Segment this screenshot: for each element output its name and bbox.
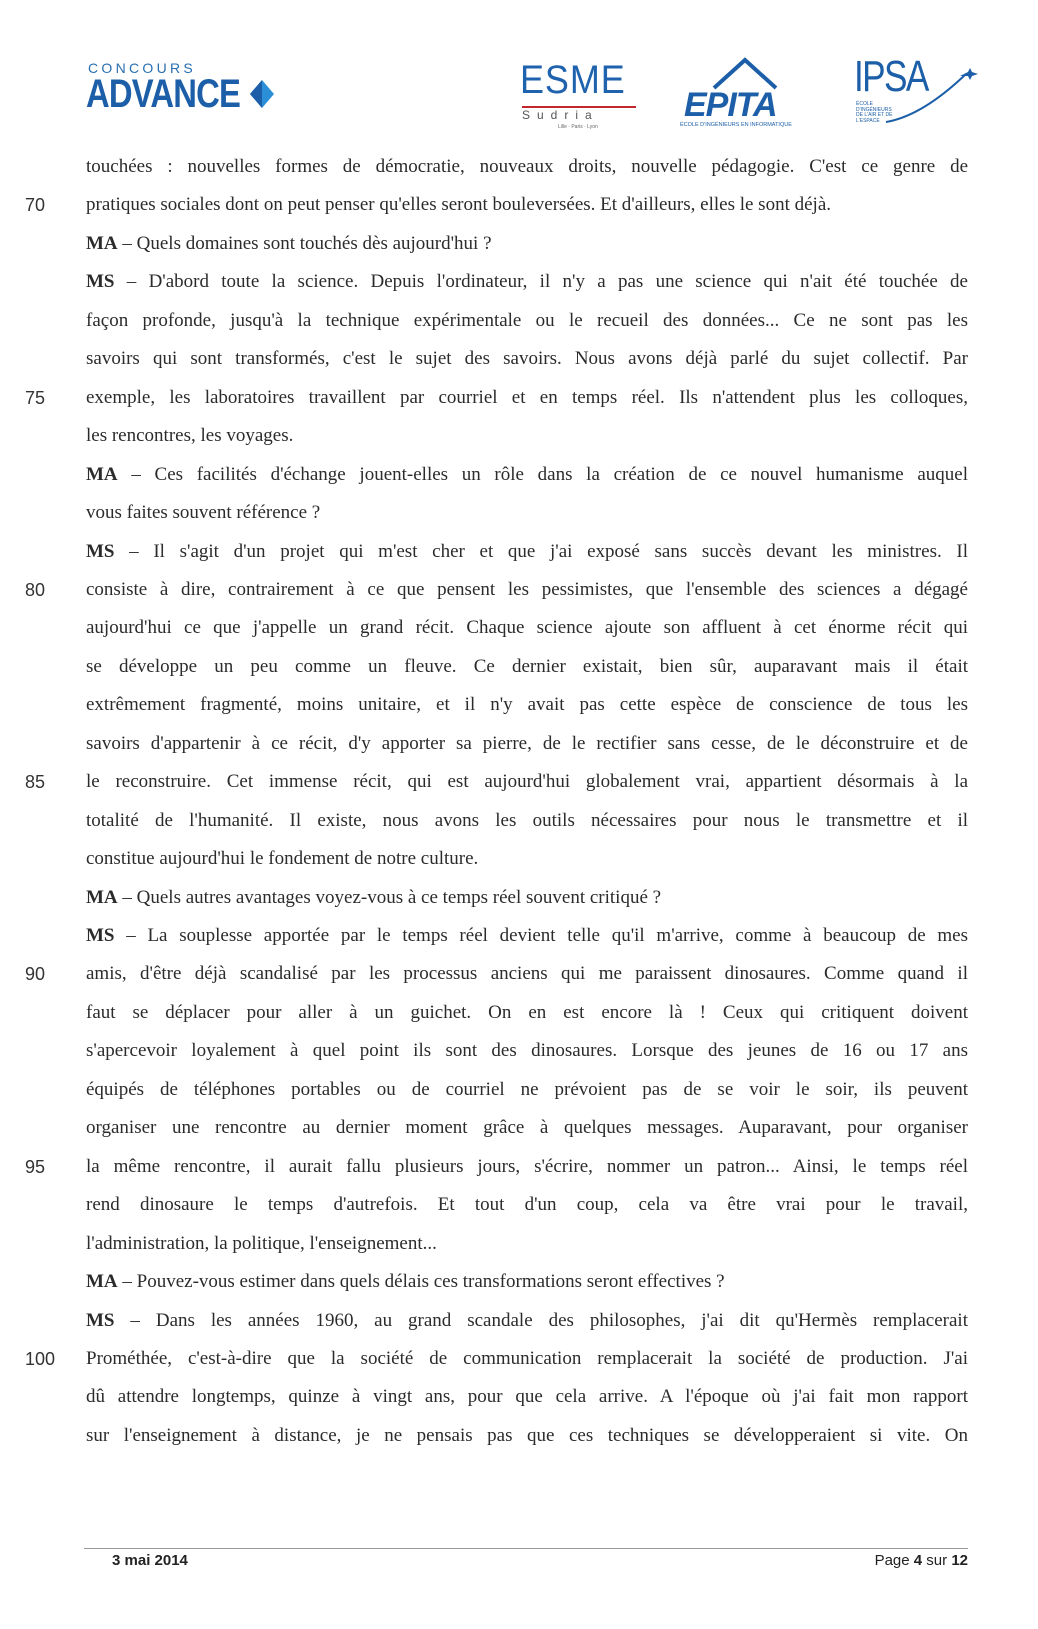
line-text: le reconstruire. Cet immense récit, qui est aujourd'hui globalement vrai, appartient désormais à la (86, 771, 968, 792)
text-line (86, 421, 968, 451)
dialogue-line (86, 460, 968, 490)
speaker-label: MS (86, 271, 115, 292)
line-text: – Quels autres avantages voyez-vous à ce temps réel souvent critiqué ? (117, 887, 662, 908)
line-number: 80 (25, 580, 46, 600)
text-line (86, 1382, 968, 1412)
line-text: consiste à dire, contrairement à ce que pensent les pessimistes, que l'ensemble des sciences a dégagé (86, 579, 968, 600)
logo-ipsa-sub-text: ÉCOLE D'INGÉNIEURS DE L'AIR ET DE L'ESPACE (856, 101, 893, 124)
text-line (86, 575, 968, 605)
line-number: 70 (25, 195, 46, 215)
line-text: faut se déplacer pour aller à un guichet. On en est encore là ! Ceux qui critiquent doivent (86, 1002, 968, 1023)
footer-page-total: 12 (951, 1552, 968, 1569)
line-number: 95 (25, 1157, 46, 1177)
text-line (86, 959, 968, 989)
speaker-label: MA (86, 233, 118, 254)
speaker-label: MS (86, 925, 115, 946)
text-line (86, 844, 968, 874)
line-text: se développe un peu comme un fleuve. Ce dernier existait, bien sûr, auparavant mais il était (86, 656, 968, 677)
text-line (86, 998, 968, 1028)
footer-page-middle: sur (922, 1552, 952, 1569)
logo-ipsa-text: IPSA (854, 52, 928, 101)
line-text: savoirs qui sont transformés, c'est le sujet des savoirs. Nous avons déjà parlé du sujet collectif. Par (86, 348, 968, 369)
ipsa-swoosh-icon (882, 64, 982, 124)
line-text: l'administration, la politique, l'enseignement... (86, 1233, 437, 1254)
text-line (86, 306, 968, 336)
text-line (86, 383, 968, 413)
dialogue-line (86, 229, 968, 259)
speaker-label: MS (86, 541, 115, 562)
text-line (86, 1190, 968, 1220)
speaker-label: MA (86, 464, 118, 485)
text-line (86, 806, 968, 836)
esme-sudria-logo (520, 58, 650, 128)
line-text: totalité de l'humanité. Il existe, nous avons les outils nécessaires pour nous le transmettre et il (86, 810, 968, 831)
logo-esme-sub-text: Sudria (522, 108, 599, 122)
line-text: dû attendre longtemps, quinze à vingt ans, pour que cela arrive. A l'époque où j'ai fait mon rapport (86, 1386, 968, 1407)
line-text: s'apercevoir loyalement à quel point ils sont des dinosaures. Lorsque des jeunes de 16 ou 17 ans (86, 1040, 968, 1061)
text-line (86, 498, 968, 528)
dialogue-line (86, 1267, 968, 1297)
line-number: 90 (25, 964, 46, 984)
footer-divider (84, 1548, 968, 1549)
epita-logo (680, 56, 810, 132)
line-text: aujourd'hui ce que j'appelle un grand récit. Chaque science ajoute son affluent à cet énorme récit qui (86, 617, 968, 638)
epita-roof-icon (710, 56, 780, 90)
logo-advance-big-text: ADVANCE (86, 72, 241, 116)
dialogue-line (86, 921, 968, 951)
logo-epita-text: EPITA (684, 86, 777, 124)
line-text: rend dinosaure le temps d'autrefois. Et tout d'un coup, cela va être vrai pour le travail, (86, 1194, 968, 1215)
line-text: savoirs d'appartenir à ce récit, d'y apporter sa pierre, de le rectifier sans cesse, de le déconstruire et de (86, 733, 968, 754)
text-line (86, 690, 968, 720)
text-line (86, 1036, 968, 1066)
line-text: façon profonde, jusqu'à la technique expérimentale ou le recueil des données... Ce ne sont pas les (86, 310, 968, 331)
text-line (86, 1075, 968, 1105)
text-line (86, 190, 968, 220)
line-number: 75 (25, 388, 46, 408)
speaker-label: MA (86, 887, 118, 908)
text-line (86, 152, 968, 182)
line-text: – Pouvez-vous estimer dans quels délais ces transformations seront effectives ? (117, 1271, 725, 1292)
line-text: – Quels domaines sont touchés dès aujourd'hui ? (117, 233, 492, 254)
dialogue-line (86, 537, 968, 567)
text-line (86, 1344, 968, 1374)
concours-advance-logo (86, 60, 276, 122)
line-text: amis, d'être déjà scandalisé par les processus anciens qui me paraissent dinosaures. Comme quand il (86, 963, 968, 984)
footer-page-number (875, 1552, 968, 1569)
line-text: exemple, les laboratoires travaillent par courriel et en temps réel. Ils n'attendent plus les colloques, (86, 387, 968, 408)
line-text: – Ces facilités d'échange jouent-elles un rôle dans la création de ce nouvel humanisme auquel (117, 464, 968, 485)
ipsa-logo (852, 50, 982, 134)
text-line (86, 767, 968, 797)
line-text: la même rencontre, il aurait fallu plusieurs jours, s'écrire, nommer un patron... Ainsi, le temps réel (86, 1156, 968, 1177)
speaker-label: MS (86, 1310, 115, 1331)
text-line (86, 729, 968, 759)
footer-date: 3 mai 2014 (112, 1552, 188, 1569)
text-line (86, 1421, 968, 1451)
text-line (86, 652, 968, 682)
line-text: touchées : nouvelles formes de démocratie, nouveaux droits, nouvelle pédagogie. C'est ce genre de (86, 156, 968, 177)
logo-esme-text: ESME (520, 58, 626, 102)
line-text: les rencontres, les voyages. (86, 425, 294, 446)
line-text: constitue aujourd'hui le fondement de notre culture. (86, 848, 479, 869)
line-text: équipés de téléphones portables ou de courriel ne prévoient pas de se voir le soir, ils peuvent (86, 1079, 968, 1100)
text-line (86, 344, 968, 374)
line-text: organiser une rencontre au dernier moment grâce à quelques messages. Auparavant, pour organiser (86, 1117, 968, 1138)
footer-page-current: 4 (913, 1552, 923, 1569)
speaker-label: MA (86, 1271, 118, 1292)
advance-diamond-icon (246, 74, 276, 114)
line-text: pratiques sociales dont on peut penser qu'elles seront bouleversées. Et d'ailleurs, elles le sont déjà. (86, 194, 831, 215)
line-text: – D'abord toute la science. Depuis l'ordinateur, il n'y a pas une science qui n'ait été touchée de (114, 271, 968, 292)
text-line (86, 1152, 968, 1182)
dialogue-line (86, 883, 968, 913)
dialogue-line (86, 1306, 968, 1336)
line-text: – La souplesse apportée par le temps réel devient telle qu'il m'arrive, comme à beaucoup de mes (114, 925, 968, 946)
line-number: 100 (25, 1349, 56, 1369)
logo-esme-cities: Lille · Paris · Lyon (558, 124, 598, 130)
line-text: – Il s'agit d'un projet qui m'est cher et que j'ai exposé sans succès devant les ministres. Il (114, 541, 968, 562)
logo-advance-small-text: CONCOURS (88, 60, 197, 76)
page-header (0, 0, 1038, 150)
line-text: vous faites souvent référence ? (86, 502, 321, 523)
line-number: 85 (25, 772, 46, 792)
text-line (86, 1113, 968, 1143)
line-text: extrêmement fragmenté, moins unitaire, et il n'y avait pas cette espèce de conscience de tous les (86, 694, 968, 715)
dialogue-line (86, 267, 968, 297)
text-line (86, 613, 968, 643)
footer-page-prefix: Page (874, 1552, 914, 1569)
line-text: sur l'enseignement à distance, je ne pensais pas que ces techniques se développeraient si vite. On (86, 1425, 968, 1446)
line-text: – Dans les années 1960, au grand scandale des philosophes, j'ai dit qu'Hermès remplacerait (114, 1310, 968, 1331)
logo-epita-sub-text: ÉCOLE D'INGÉNIEURS EN INFORMATIQUE (680, 122, 792, 128)
line-text: Prométhée, c'est-à-dire que la société de communication remplacerait la société de production. J'ai (86, 1348, 968, 1369)
text-line (86, 1229, 968, 1259)
